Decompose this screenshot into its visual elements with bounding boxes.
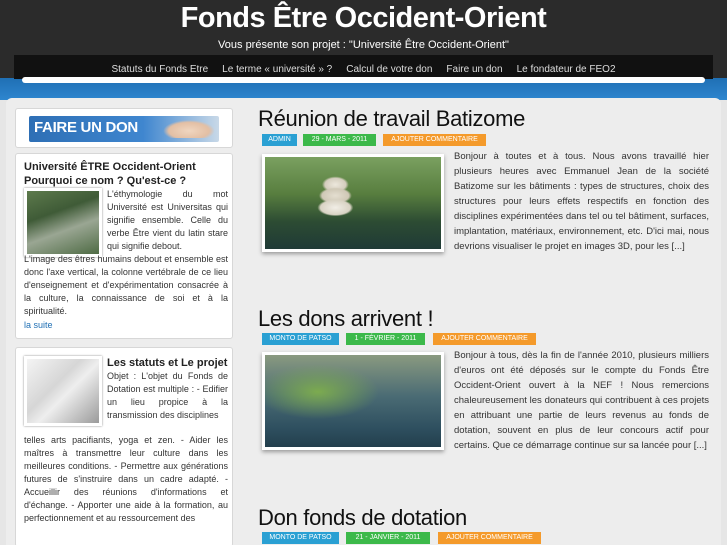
post-excerpt: Bonjour à tous, dès la fin de l'année 2010, plusieurs milliers d'euros ont été déposés sur le compte du Fonds Être Occident-Orient ouvert à la NEF ! Nous remercions chaleureusement les donateurs qui contribuent à ces projets en attribuant une partie de leurs revenus au fonds de dotation, souvent en plus de leur concours actif pour certains. Que ce démarrage continue sur sa lancée pour [...] <box>454 350 709 451</box>
water-plant-image[interactable] <box>262 352 444 450</box>
sidebar-widget-statuts <box>15 347 233 545</box>
widget-text-full: telles arts pacifiants, yoga et zen. - Aider les maîtres à transmettre leur culture dans les meilleures conditions. - Permettre aux générations futures de s'instruire dans un cadre adapté. - Accueillir des réunions d'informations et d'échange. - Apporter une aide à la formation, au perfectionnement et au ressourcement des <box>24 435 228 523</box>
post-excerpt: Bonjour à toutes et à tous. Nous avons travaillé hier plusieurs heures avec Emmanuel Jean de la société Batizome sur les bâtiments : types de structures, choix des structures pour leurs effets respectifs en fonction des disciplines expérimentées dans tel ou tel bâtiment, surfaces, implantation, matériaux, environnement, etc. D'ici mai, nous devrions visualiser le projet en images 3D, pour les [...] <box>454 151 709 252</box>
widget-text-right: L'éthymologie du mot Université est Universitas qui signifie ensemble. Celle du verbe Être vient du latin stare qui signifie debout. <box>107 189 228 251</box>
hands-icon <box>163 120 215 138</box>
donate-banner-label: FAIRE UN DON <box>34 119 138 136</box>
post-title[interactable]: Les dons arrivent ! <box>258 306 434 331</box>
add-comment-button[interactable]: AJOUTER COMMENTAIRE <box>383 134 486 146</box>
garden-thumbnail[interactable] <box>24 188 102 257</box>
site-tagline: Vous présente son projet : "Université Être Occident-Orient" <box>218 39 509 51</box>
sidebar-widget-universite <box>15 153 233 339</box>
post-date-badge: 29 - MARS - 2011 <box>303 134 376 146</box>
widget-text-right: Objet : L'objet du Fonds de Dotation est multiple : - Edifier un lieu propice à la transmission des disciplines <box>107 371 228 420</box>
site-title[interactable]: Fonds Être Occident-Orient <box>180 2 547 34</box>
post-author-badge[interactable]: MONTO DE PATSO <box>262 333 339 345</box>
add-comment-button[interactable]: AJOUTER COMMENTAIRE <box>438 532 541 544</box>
nav-item-statuts[interactable]: Statuts du Fonds Etre <box>111 64 209 75</box>
nav-underline <box>22 77 705 83</box>
zen-stones-image[interactable] <box>262 154 444 252</box>
post-date-badge: 21 - JANVIER - 2011 <box>346 532 430 544</box>
post-title[interactable]: Réunion de travail Batizome <box>258 106 526 131</box>
post-title[interactable]: Don fonds de dotation <box>258 505 467 530</box>
widget-text-full: L'image des êtres humains debout et ensemble est donc l'axe vertical, la colonne vertébrale de ce lieu d'enseignement et d'expérimentation consacrée à la culture, la connaissance de soi et à la spiritualité. <box>24 254 228 316</box>
read-more-link[interactable]: la suite <box>24 320 53 330</box>
donate-widget <box>15 108 233 148</box>
widget-title[interactable]: Les statuts et Le projet <box>107 357 228 369</box>
nav-item-faire-un-don[interactable]: Faire un don <box>446 64 503 75</box>
post-date-badge: 1 - FÉVRIER - 2011 <box>346 333 425 345</box>
post-author-badge[interactable]: ADMIN <box>262 134 297 146</box>
main-nav <box>14 55 713 79</box>
document-thumbnail[interactable] <box>24 356 102 426</box>
widget-subtitle: Pourquoi ce nom ? Qu'est-ce ? <box>24 175 187 187</box>
nav-item-calcul-don[interactable]: Calcul de votre don <box>346 64 433 75</box>
post-author-badge[interactable]: MONTO DE PATSO <box>262 532 339 544</box>
donate-banner[interactable] <box>29 116 219 142</box>
add-comment-button[interactable]: AJOUTER COMMENTAIRE <box>433 333 536 345</box>
nav-item-terme-universite[interactable]: Le terme « université » ? <box>222 64 333 75</box>
nav-item-fondateur[interactable]: Le fondateur de FEO2 <box>516 64 616 75</box>
widget-title[interactable]: Université ÊTRE Occident-Orient <box>24 161 196 173</box>
